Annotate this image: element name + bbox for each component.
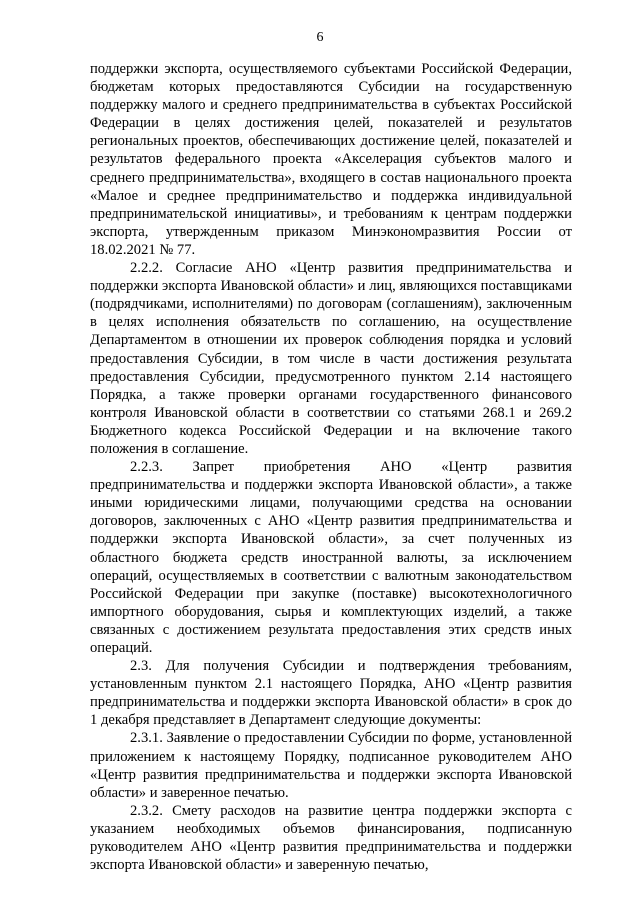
paragraph-2-2-2: 2.2.2. Согласие АНО «Центр развития предпринимательства и поддержки экспорта Ивановской области» и лиц, являющихся поставщиками (подрядчиками, исполнителями) по договорам (соглашениям), заключенным в целях исполнения обязательств по соглашению, на осуществление Департаментом в отношении их проверок соблюдения порядка и условий предоставления Субсидии, в том числе в части достижения результата предоставления Субсидии, предусмотренного пунктом 2.14 настоящего Порядка, а также проверки органами государственного финансового контроля Ивановской области в соответствии со статьями 268.1 и 269.2 Бюджетного кодекса Российской Федерации и на включение такого положения в соглашение. [90,260,572,457]
paragraph-2-2-3: 2.2.3. Запрет приобретения АНО «Центр развития предпринимательства и поддержки экспорта Ивановской области», а также иными юридическими лицами, получающими средства на основании договоров, заключенных с АНО «Центр развития предпринимательства и поддержки экспорта Ивановской области», за счет полученных из областного бюджета средств иностранной валюты, за исключением операций, осуществляемых в соответствии с валютным законодательством Российской Федерации при закупке (поставке) высокотехнологичного импортного оборудования, сырья и комплектующих изделий, а также связанных с достижением результата предоставления этих средств иных операций. [90,459,572,656]
paragraph-2-3-1: 2.3.1. Заявление о предоставлении Субсидии по форме, установленной приложением к настоящему Порядку, подписанное руководителем АНО «Центр развития предпринимательства и поддержки экспорта Ивановской области» и заверенное печатью. [90,730,572,801]
page-number: 6 [316,30,324,45]
paragraph-2-3-2: 2.3.2. Смету расходов на развитие центра поддержки экспорта с указанием необходимых объемов финансирования, подписанную руководителем АНО «Центр развития предпринимательства и поддержки экспорта Ивановской области» и заверенную печатью, [90,802,572,874]
document-body [90,60,572,874]
paragraph-2-3: 2.3. Для получения Субсидии и подтверждения требованиям, установленным пунктом 2.1 настоящего Порядка, АНО «Центр развития предпринимательства и поддержки экспорта Ивановской области» в срок до 1 декабря представляет в Департамент следующие документы: [90,658,572,729]
paragraph-continuation: поддержки экспорта, осуществляемого субъектами Российской Федерации, бюджетам которых предоставляются Субсидии на государственную поддержку малого и среднего предпринимательства в субъектах Российской Федерации в целях достижения целей, показателей и результатов региональных проектов, обеспечивающих достижение целей, показателей и результатов федерального проекта «Акселерация субъектов малого и среднего предпринимательства», входящего в состав национального проекта «Малое и среднее предпринимательство и поддержка индивидуальной предпринимательской инициативы», и требованиям к центрам поддержки экспорта, утвержденным приказом Минэкономразвития России от 18.02.2021 № 77. [90,61,572,258]
